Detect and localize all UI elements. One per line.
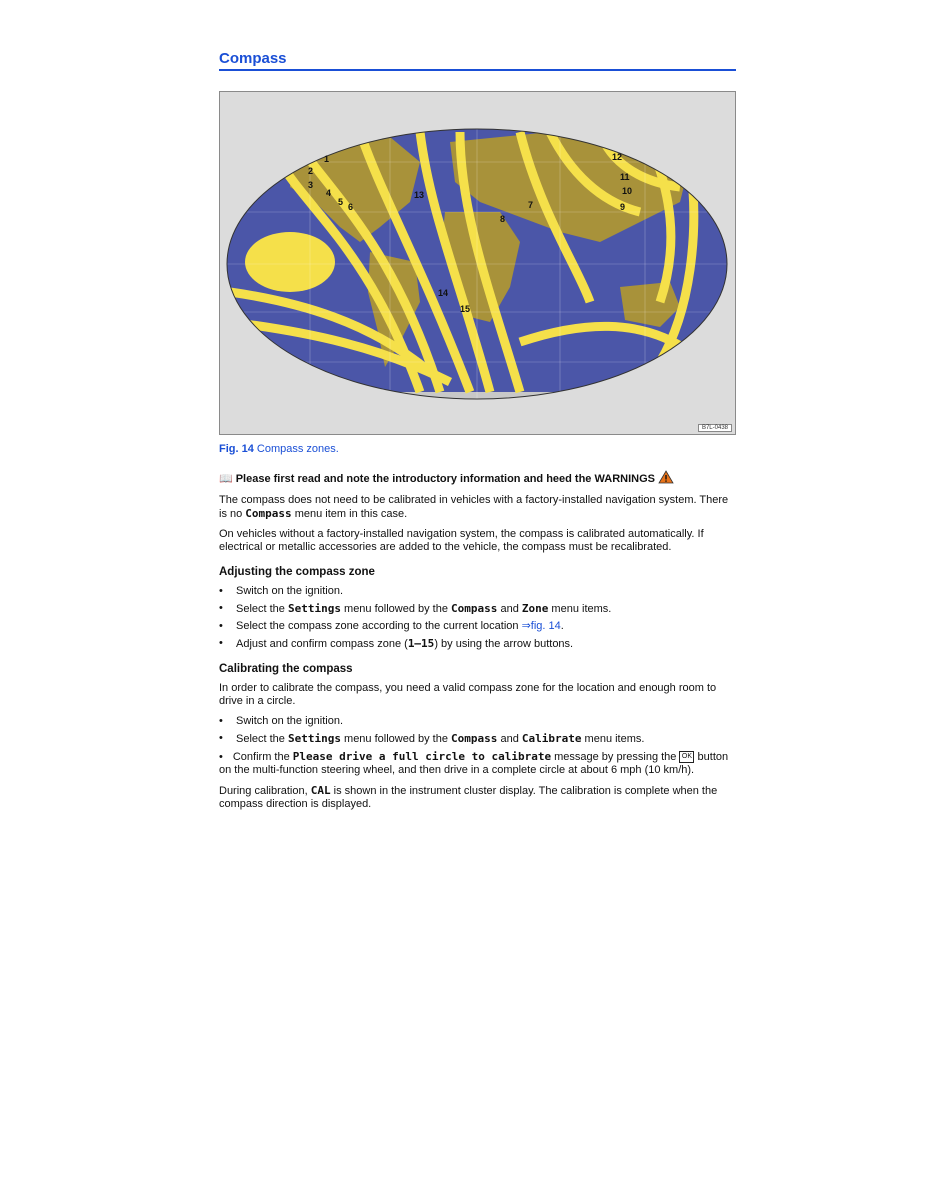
menu-item-name: Compass (451, 732, 498, 745)
calibrating-steps (219, 715, 736, 777)
text-run: Select the (236, 733, 288, 745)
text-run: menu items. (548, 603, 612, 615)
warning-triangle-icon[interactable] (658, 470, 674, 487)
menu-item-name: Compass (245, 507, 292, 520)
zone-label: 9 (620, 202, 626, 212)
zone-label: 5 (338, 197, 344, 207)
calibrating-intro: In order to calibrate the compass, you need a valid compass zone for the location and enough room to drive in a circle. (219, 682, 717, 707)
text-run: Confirm the (232, 751, 293, 763)
calibrating-outro (219, 784, 736, 811)
list-item: • Switch on the ignition. (219, 585, 344, 597)
zone-label: 3 (308, 180, 314, 190)
paragraph-no-calibration (219, 494, 736, 521)
zone-label: 12 (612, 152, 623, 162)
text-run: . (560, 620, 564, 632)
text-run: is shown in the instrument cluster display. The calibration is complete when the compass direction is displayed. (219, 785, 718, 810)
figure-code: B7L-0438 (698, 424, 732, 432)
list-item: • Switch on the ignition. (219, 715, 344, 727)
list-item: • Confirm the Please drive a full circle to calibrate message by pressing the OK button on the multi-function steering wheel, and then drive in a complete circle at about 6 mph (10 km/h). (219, 750, 729, 776)
text-run: menu followed by the (340, 733, 452, 745)
zone-label: 10 (622, 186, 633, 196)
figure-caption-label: Fig. 14 (219, 443, 254, 455)
display-indicator: CAL (310, 784, 331, 797)
text-run: menu item in this case. (291, 508, 408, 520)
menu-item-name: Calibrate (521, 732, 582, 745)
figure-caption-text: Compass zones. (256, 443, 339, 455)
list-item: • Select the Settings menu followed by the Compass and Zone menu items. (219, 602, 612, 615)
zone-label: 11 (620, 172, 630, 182)
section-title: Compass (219, 50, 736, 71)
land-antarctica (220, 392, 735, 434)
zone-label: 2 (308, 166, 314, 176)
list-item: • Select the compass zone according to the current location ⇒fig. 14. (219, 620, 564, 632)
compass-zone-map (220, 92, 735, 434)
text-run: and (497, 733, 522, 745)
menu-item-name: Settings (287, 602, 341, 615)
zone-label: 13 (414, 190, 425, 200)
list-item: • Adjust and confirm compass zone (1–15) by using the arrow buttons. (219, 637, 574, 650)
text-run: menu followed by the (340, 603, 452, 615)
menu-item-name: Compass (451, 602, 498, 615)
text-run: Adjust and confirm compass zone ( (236, 638, 408, 650)
paragraph-auto-calibration: On vehicles without a factory-installed navigation system, the compass is calibrated automatically. If electrical or metallic accessories are added to the vehicle, the compass must be recalibrated. (219, 528, 704, 553)
zone-label: 1 (324, 154, 330, 164)
zone-blob-pacific (245, 232, 335, 292)
zone-range: 1–15 (407, 637, 435, 650)
text-run: ) by using the arrow buttons. (434, 638, 574, 650)
zone-label: 8 (500, 214, 506, 224)
book-icon: 📖 (219, 472, 233, 485)
text-run: and (497, 603, 522, 615)
text-run: Switch on the ignition. (236, 585, 344, 597)
manual-page (219, 50, 736, 811)
zone-label: 6 (348, 202, 354, 212)
text-run: Select the compass zone according to the current location (236, 620, 522, 632)
heading-calibrating: Calibrating the compass (219, 663, 353, 675)
text-run: menu items. (581, 733, 645, 745)
zone-label: 14 (438, 288, 449, 298)
menu-item-name: Settings (287, 732, 341, 745)
intro-note-text: Please first read and note the introductory information and heed the WARNINGS (235, 472, 655, 485)
text-run: The compass does not need to be calibrated in vehicles with a factory-installed navigation system. There is no (219, 494, 729, 520)
ok-button-icon: OK (679, 751, 694, 763)
zone-label: 7 (528, 200, 534, 210)
text-run: Switch on the ignition. (236, 715, 344, 727)
text-run: Select the (236, 603, 288, 615)
list-item: • Select the Settings menu followed by the Compass and Calibrate menu items. (219, 732, 645, 745)
display-message: Please drive a full circle to calibrate (292, 750, 552, 763)
zone-label: 4 (326, 188, 332, 198)
menu-item-name: Zone (521, 602, 549, 615)
heading-adjusting: Adjusting the compass zone (219, 566, 375, 578)
intro-note (219, 470, 736, 487)
zone-label: 15 (460, 304, 471, 314)
text-run: message by pressing the (551, 751, 680, 763)
text-run: During calibration, (219, 785, 311, 797)
compass-zones-figure (219, 91, 736, 435)
figure-caption (219, 443, 736, 455)
adjusting-steps (219, 585, 736, 651)
text-run: button on the multi-function steering wheel, and then drive in a complete circle at about 6 mph (10 km/h). (219, 751, 729, 776)
figure-link[interactable]: ⇒fig. 14 (521, 620, 561, 632)
